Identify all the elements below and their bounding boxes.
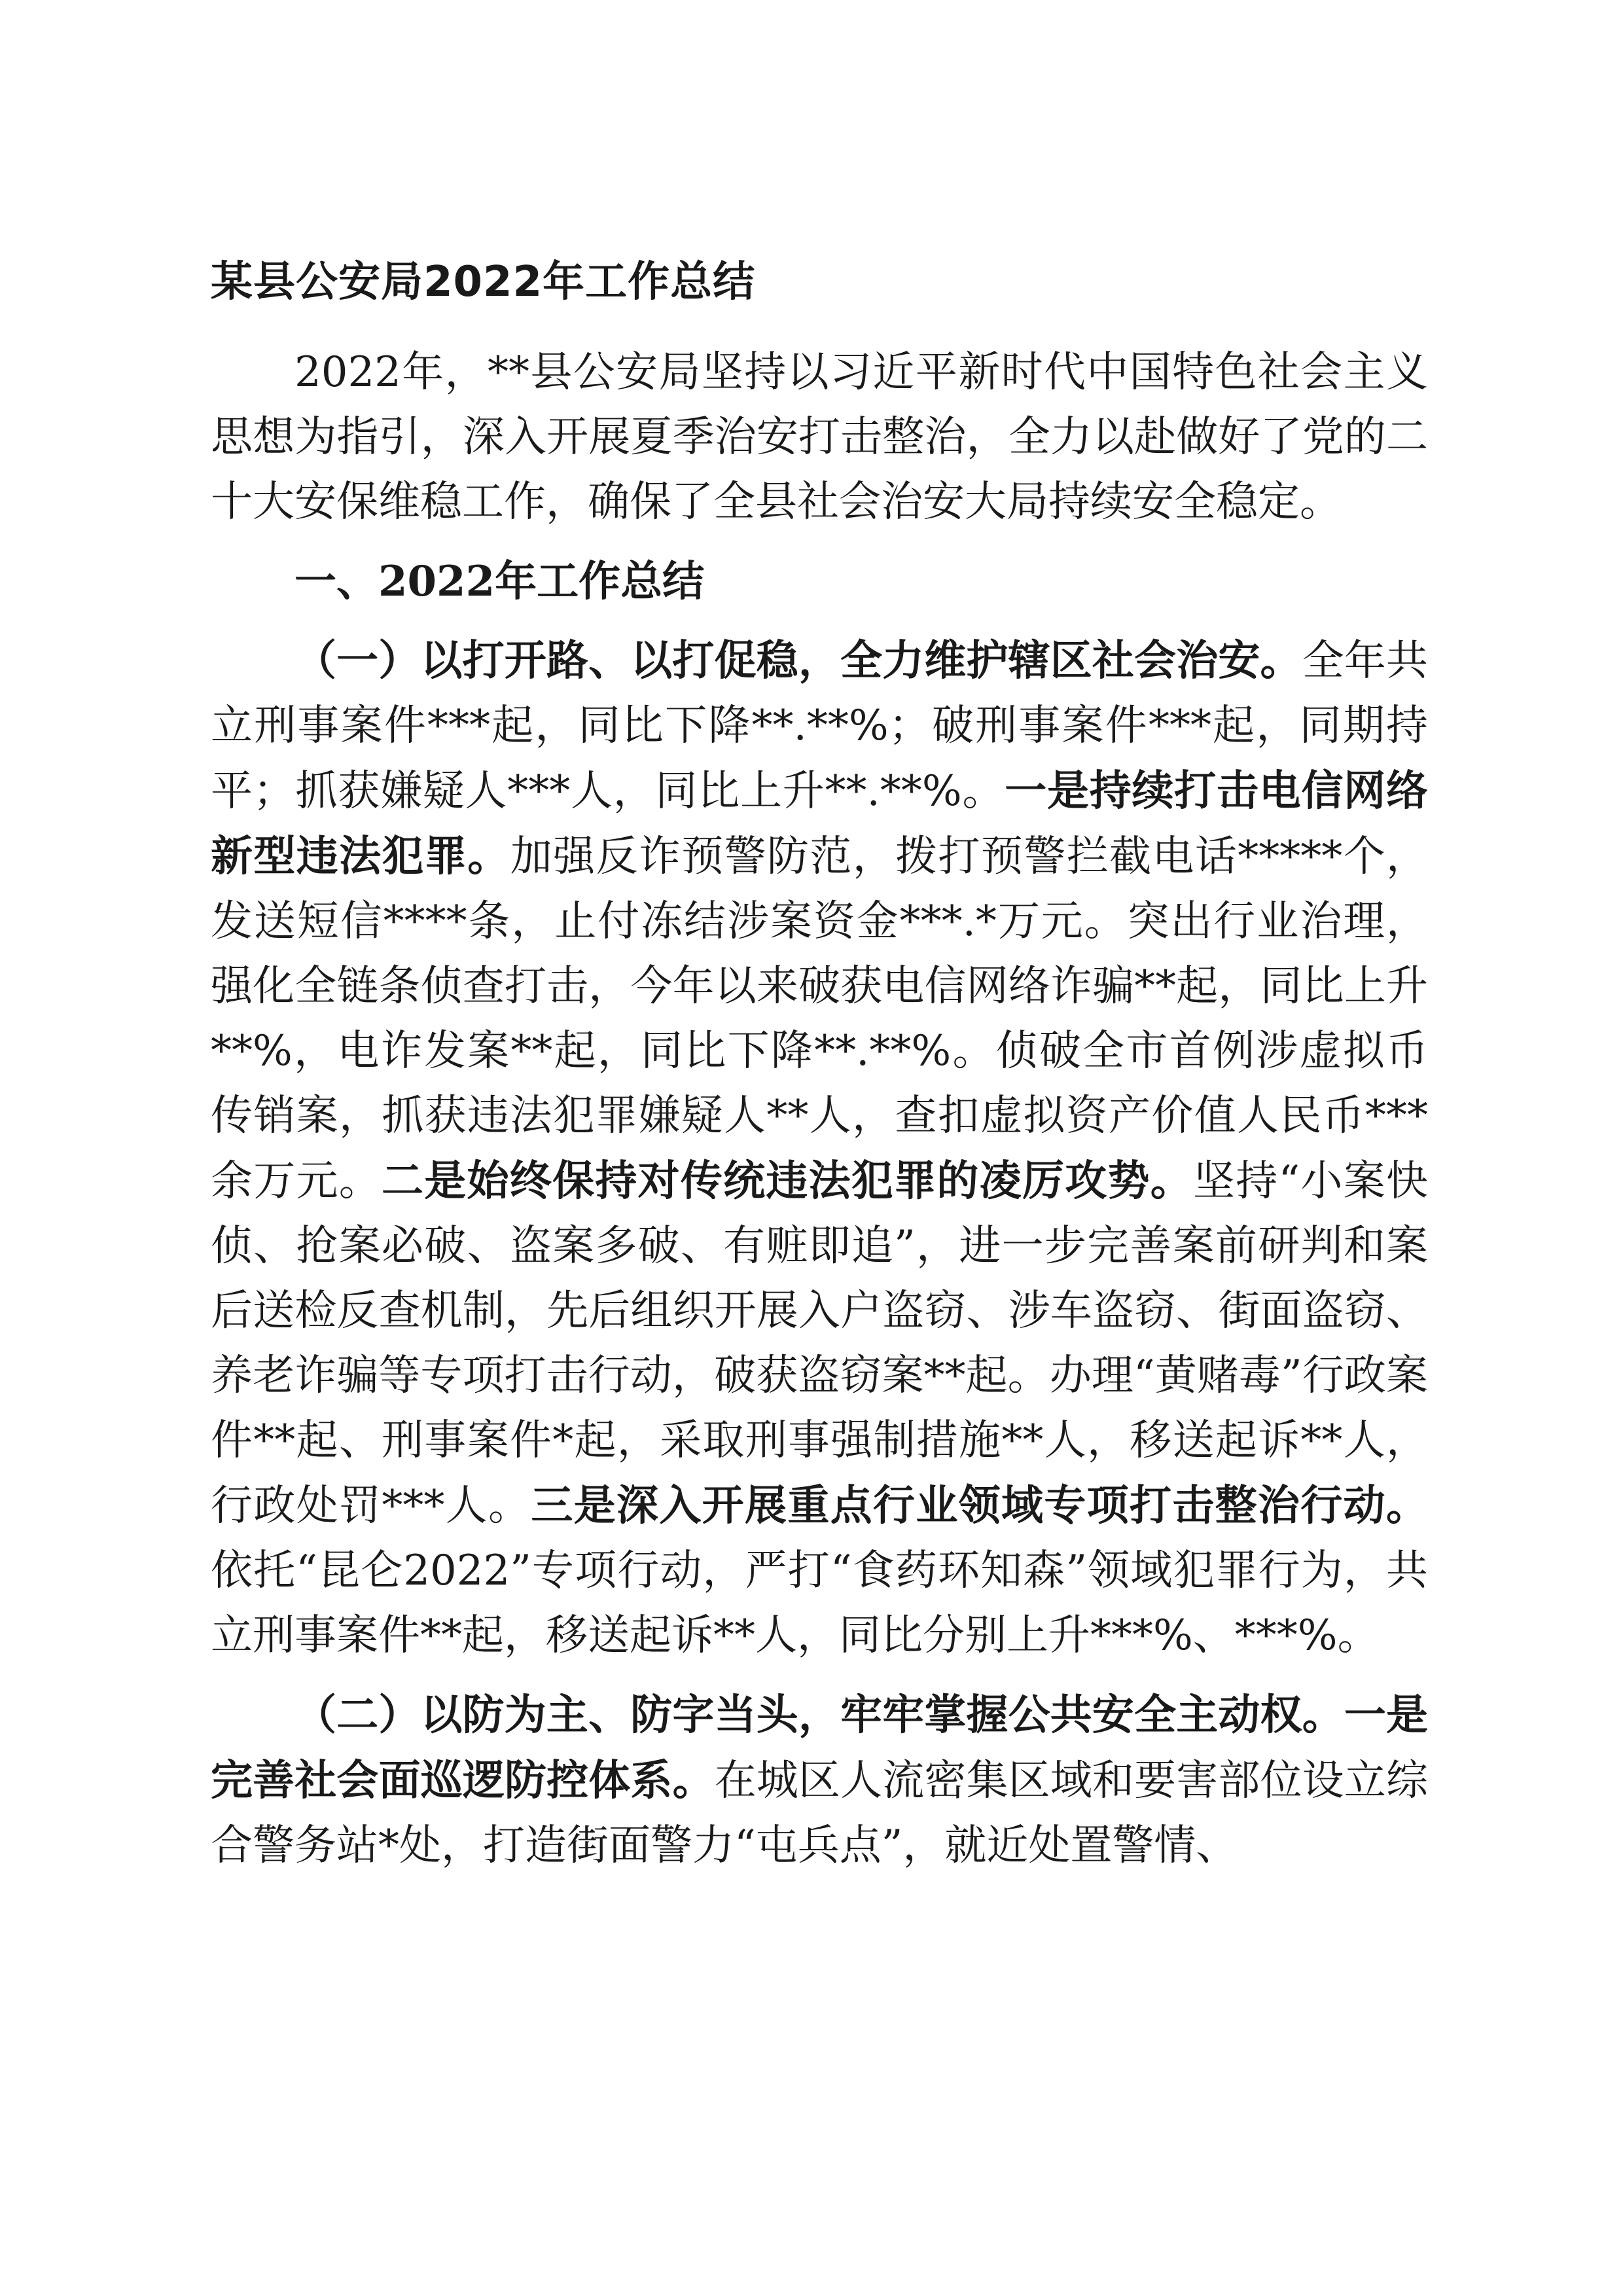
paragraph-text: 在城区人流密集区域和要害部位设立综合警务站*处，打造街面警力“屯兵点”，就近处置警情、 xyxy=(211,1757,1429,1870)
paragraph-strike-crime xyxy=(211,628,1428,1668)
point-heading-3: 三是深入开展重点行业领域专项打击整治行动。 xyxy=(531,1481,1429,1530)
section-heading: 一、2022年工作总结 xyxy=(294,557,705,606)
paragraph-text: 全年共立刑事案件***起，同比下降**.**%；破刑事案件***起，同期持平；抓获嫌疑人***人，同比上升**.**%。 xyxy=(211,637,1429,816)
paragraph-text: 依托“昆仑2022”专项行动，严打“食药环知森”领域犯罪行为，共立刑事案件**起，移送起诉**人，同比分别上升***%、***%。 xyxy=(211,1547,1428,1660)
intro-paragraph: 2022年，**县公安局坚持以习近平新时代中国特色社会主义思想为指引，深入开展夏季治安打击整治，全力以赴做好了党的二十大安保维稳工作，确保了全县社会治安大局持续安全稳定。 xyxy=(211,348,1428,526)
document-body xyxy=(211,253,1428,1893)
point-heading-1: 一是持续打击电信网络新型违法犯罪。 xyxy=(211,766,1429,881)
document-title: 某县公安局2022年工作总结 xyxy=(211,258,756,306)
subsection-heading-1: （一）以打开路、以打促稳，全力维护辖区社会治安。 xyxy=(294,636,1302,685)
point-heading-4: 一是完善社会面巡逻防控体系。 xyxy=(211,1691,1428,1805)
subsection-heading-2: （二）以防为主、防字当头，牢牢掌握公共安全主动权。 xyxy=(294,1691,1344,1740)
paragraph-text: 坚持“小案快侦、抢案必破、盗案多破、有赃即追”，进一步完善案前研判和案后送检反查机制，先后组织开展入户盗窃、涉车盗窃、街面盗窃、养老诈骗等专项打击行动，破获盗窃案**起。办理“黄赌毒”行政案件**起、刑事案件*起，采取刑事强制措施**人，移送起诉**人，行政处罚***人。 xyxy=(211,1157,1429,1530)
paragraph-text: 加强反诈预警防范，拨打预警拦截电话*****个，发送短信****条，止付冻结涉案资金***.*万元。突出行业治理，强化全链条侦查打击，今年以来破获电信网络诈骗**起，同比上升**%，电诈发案**起，同比下降**.**%。侦破全市首例涉虚拟币传销案，抓获违法犯罪嫌疑人**人，查扣虚拟资产价值人民币***余万元。 xyxy=(211,833,1429,1206)
paragraph-prevention xyxy=(211,1683,1428,1878)
point-heading-2: 二是始终保持对传统违法犯罪的凌厉攻势。 xyxy=(382,1157,1193,1206)
